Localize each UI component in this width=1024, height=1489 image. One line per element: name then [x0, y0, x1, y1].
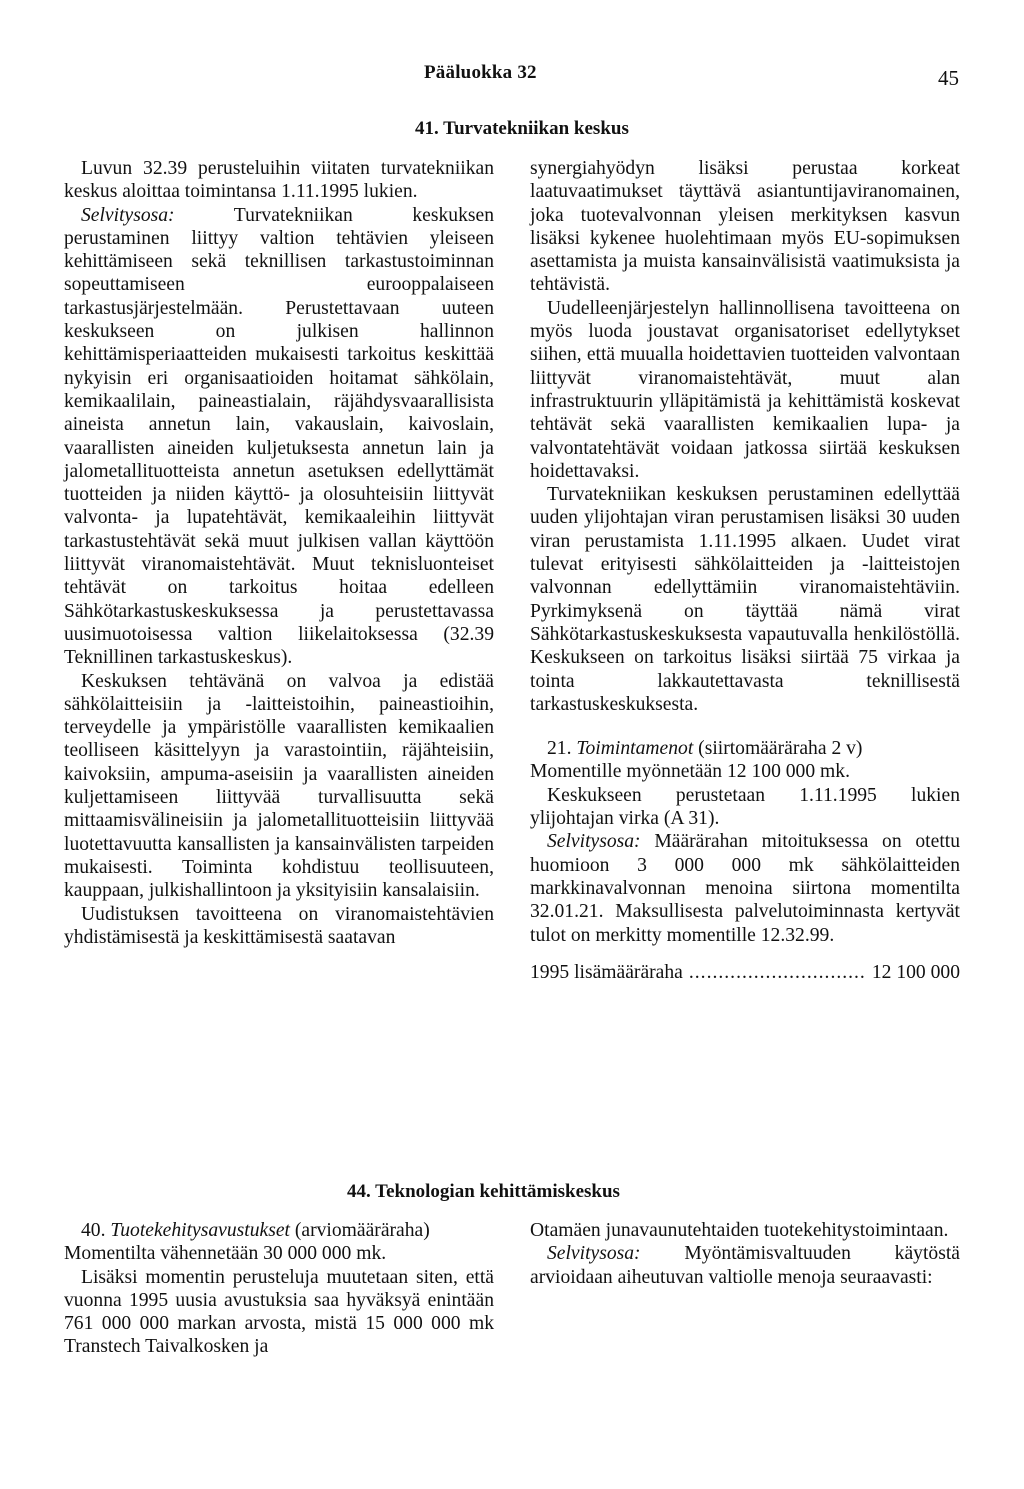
paragraph	[530, 830, 960, 946]
section-44-right-column	[530, 1219, 960, 1289]
paragraph: Turvatekniikan keskuksen perustaminen edellyttää uuden ylijohtajan viran perustamisen lisäksi 30 uuden viran perustamista 1.11.1995 alkaen. Uudet virat tulevat erityisesti sähkölaitteiden ja -laitteistojen valvonnan edellyttämiin viranomaistehtäviin. Pyrkimyksenä on täyttää nämä virat Sähkötarkastuskeskuksesta vapautuvalla henkilöstöllä. Keskukseen on tarkoitus lisäksi siirtää 75 virkaa ja tointa lakkautettavasta teknillisestä tarkastuskeskuksesta.	[530, 484, 960, 715]
paragraph: Uudistuksen tavoitteena on viranomaistehtävien yhdistämisestä ja keskittämisestä saatavan	[64, 903, 494, 948]
item-21-title-line	[530, 737, 960, 760]
paragraph: Lisäksi momentin perusteluja muutetaan siten, että vuonna 1995 uusia avustuksia saa hyväksyä enintään 761 000 000 markan arvosta, mistä 15 000 000 mk Transtech Taivalkosken ja	[64, 1266, 494, 1358]
item-number: 21.	[547, 738, 572, 760]
selvitys-label: Selvitysosa:	[547, 831, 641, 853]
appropriation-line	[530, 961, 960, 984]
item-number: 40.	[81, 1220, 106, 1241]
item-suffix: (siirtomääräraha 2 v)	[698, 738, 863, 760]
paragraph	[64, 204, 494, 670]
dot-leader	[689, 961, 866, 984]
paragraph: synergiahyödyn lisäksi perustaa korkeat laatuvaatimukset täyttävä asiantuntijaviranomainen, joka tuotevalvonnan yleisen merkityksen kasvun lisäksi kykenee huolehtimaan myös EU-sopimuksen asettamista ja muista kansainvälisistä vaatimuksista ja tehtävistä.	[530, 158, 960, 296]
item-title: Toimintamenot	[576, 738, 694, 760]
section-41-right-column	[530, 157, 960, 984]
item-title: Tuotekehitysavustukset	[110, 1220, 290, 1241]
paragraph: Otamäen junavaunutehtaiden tuotekehitystoimintaan.	[530, 1220, 949, 1241]
appropriation-value: 12 100 000	[871, 961, 960, 983]
section-44-heading: 44. Teknologian kehittämiskeskus	[347, 1181, 620, 1202]
section-44-left-column	[64, 1219, 494, 1359]
paragraph: Uudelleenjärjestelyn hallinnollisena tavoitteena on myös luoda joustavat organisatoriset edellytykset siihen, että muualla hoidettavien tuotteiden valvontaan liittyvät viranomaistehtävät, muut alan infrastruktuurin ylläpitämistä ja kehittämistä koskevat tehtävät sekä vaarallisten kemikaalien lupa- ja valvontatehtävät voidaan jatkossa siirtää keskuksen hoidettavaksi.	[530, 297, 960, 482]
section-41-left-column	[64, 157, 494, 949]
paragraph-text: Myöntämisvaltuuden käytöstä arvioidaan aiheutuvan valtiolle menoja seuraavasti:	[530, 1243, 960, 1288]
paragraph: Keskuksen tehtävänä on valvoa ja edistää sähkölaitteisiin ja -laitteistoihin, paineastioihin, terveydelle ja ympäristölle vaarallisten kemikaalien teolliseen käsittelyyn ja varastointiin, räjähteisiin, kaivoksiin, ampuma-aseisiin ja vaarallisten aineiden kuljettamiseen liittyvää turvallisuutta sekä mittaamisvälineisiin ja jalometallituotteisiin liittyvää luotettavuutta kansallisten ja kansainvälisten tarpeiden mukaisesti. Toiminta kohdistuu teollisuuteen, kauppaan, julkishallintoon ja yksityisiin kansalaisiin.	[64, 670, 494, 902]
selvitys-label: Selvitysosa:	[81, 204, 175, 226]
paragraph-text: Turvatekniikan keskuksen perustaminen liittyy valtion tehtävien yleiseen kehittämiseen sekä teknillisen tarkastustoiminnan sopeuttamiseen eurooppalaiseen tarkastusjärjestelmään. Perustettavaan uuteen keskukseen on julkisen hallinnon kehittämisperiaatteiden mukaisesti tarkoitus keskittää nykyisin eri organisaatioiden hoitamat sähkölain, kemikaalilain, paineastialain, räjähdysvaarallisista aineista annetun lain, vakauslain, kaivoslain, vaarallisten aineiden kuljetuksesta annetun lain ja jalometallituotteista annetun asetuksen edellyttämät tuotteiden ja niiden käyttö- ja olosuhteisiin liittyvät valvonta- ja lupatehtävät, kemikaaleihin liittyvät tarkastustehtävät sekä muut julkisen vallan käyttöön liittyvät viranomaistehtävät. Muut teknisluonteiset tehtävät on tarkoitus hoitaa edelleen Sähkötarkastuskeskuksessa ja perustettavassa uusimuotoisessa valtion liikelaitoksessa (32.39 Teknillinen tarkastuskeskus).	[64, 204, 494, 669]
item-suffix: (arviomääräraha)	[294, 1220, 430, 1241]
paragraph	[530, 1242, 960, 1289]
paragraph: Momentille myönnetään 12 100 000 mk.	[530, 761, 850, 783]
paragraph-text: Määrärahan mitoituksessa on otettu huomioon 3 000 000 mk sähkölaitteiden markkinavalvonnan menoina siirtona momentilta 32.01.21. Maksullisesta palvelutoiminnasta kertyvät tulot on merkitty momentille 12.32.99.	[530, 831, 960, 946]
appropriation-label: 1995 lisämääräraha	[530, 961, 683, 983]
page-number: 45	[938, 66, 959, 90]
section-41-heading: 41. Turvatekniikan keskus	[415, 118, 629, 139]
paragraph: Luvun 32.39 perusteluihin viitaten turvatekniikan keskus aloittaa toimintansa 1.11.1995 lukien.	[64, 158, 494, 203]
selvitys-label: Selvitysosa:	[547, 1243, 641, 1265]
item-40-title-line	[64, 1219, 494, 1242]
page-header	[0, 62, 1024, 92]
running-title: Pääluokka 32	[424, 62, 537, 83]
paragraph: Momentilta vähennetään 30 000 000 mk.	[64, 1243, 387, 1265]
paragraph: Keskukseen perustetaan 1.11.1995 lukien ylijohtajan virka (A 31).	[530, 784, 960, 830]
